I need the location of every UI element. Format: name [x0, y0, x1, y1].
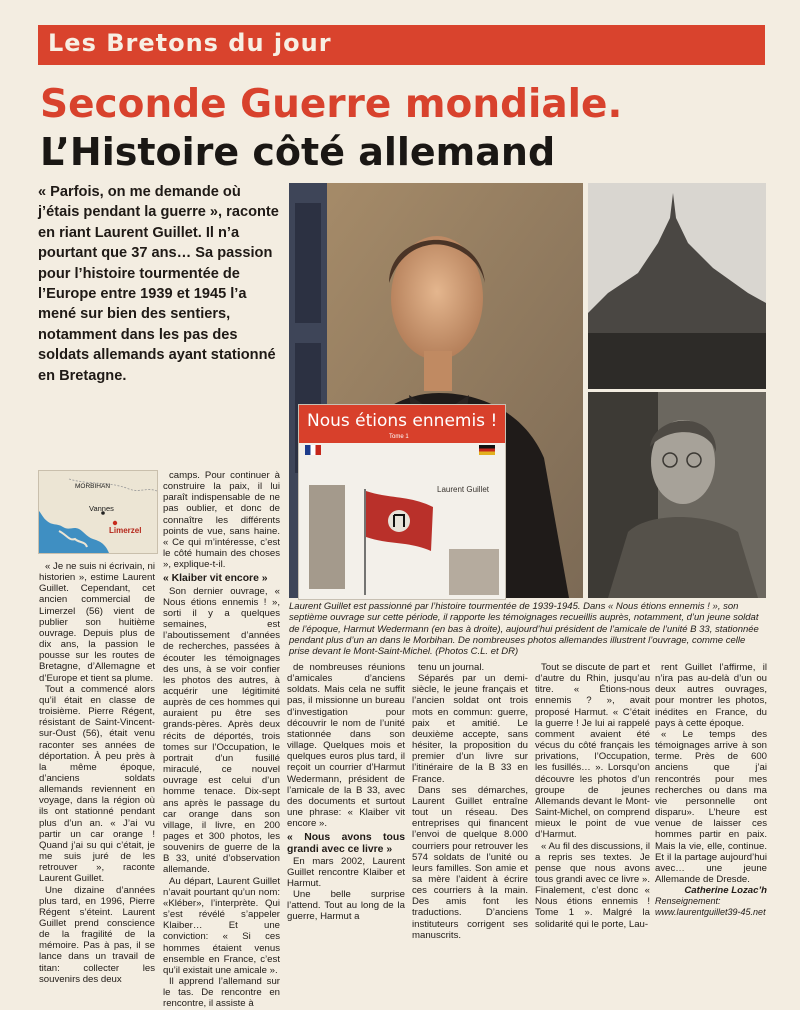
headline-primary: Seconde Guerre mondiale.: [40, 82, 623, 127]
info-link[interactable]: Renseignement: www.laurentguillet39-45.net: [655, 896, 766, 918]
book-cover: [298, 404, 506, 600]
section-label: Les Bretons du jour: [48, 29, 332, 57]
paragraph: « Le temps des témoignages arrive à son terme. Près de 600 anciens que j’ai rencontrés pour mes recherches ou dans ma vie personnelle ont disparu». L’heure est venue de laisser ces hommes partir en paix. Mais la vie, elle, continue. Et il la partage aujourd’hui avec… une jeune Allemande de Dresde.: [655, 728, 767, 885]
book-photo-strip: [309, 485, 345, 589]
paragraph: Séparés par un demi-siècle, le jeune français et l’ancien soldat ont trois mots en commun: guerre, paix et amitié. Le deuxième accepte, sans hésiter, la proposition du premier d’un livre sur l’itinéraire de la B 33 en France.: [412, 673, 528, 785]
paragraph: Il apprend l’allemand sur le tas. De rencontre en rencontre, il assiste à: [163, 976, 280, 1010]
mont-saint-michel-image: [588, 183, 766, 389]
article-column-5: [535, 662, 650, 930]
paragraph: Tout se discute de part et d’autre du Rhin, jusqu’au titre. « Étions-nous ennemis ? », avait proposé Harmut. « C’était la guerre ! Je lui ai rappelé comment avaient été vécus du côté français les privations, l’Occupation, les fusillés… ». Lorsqu’on découvre les photos d’un groupe de jeunes Allemands devant le Mont-Saint-Michel, on comprend mieux le point de vue d’Harmut.: [535, 662, 650, 841]
subheading: « Nous avons tous grandi avec ce livre »: [287, 832, 405, 855]
paragraph: Dans ses démarches, Laurent Guillet entraîne tout un réseau. Des entreprises qui financent l’envoi de quelque 8.000 courriers pour retrouver les 574 soldats de l’unité ou leurs familles. Son amie et sa mère l’aident à écrire ces courriers à la main. Des amis font les traductions. D’anciens instituteurs corrigent ses manuscrits.: [412, 784, 528, 941]
paragraph: « Je ne suis ni écrivain, ni historien », estime Laurent Guillet. Cependant, cet ancien commercial de Limerzel (56) vient de publier son huitième ouvrage. Depuis plus de dix ans, la passion le pousse sur les routes de Bretagne, d’Allemagne et d’Europe et tient sa plume.: [39, 561, 155, 684]
paragraph: Au départ, Laurent Guillet n’avait pourtant qu’un nom: «Kléber», l’interprète. Qui s’est révélé s’appeler Klaiber… Et une conviction: « Si ces hommes étaient venus ensemble en France, c’est qu’il existait une amicale ».: [163, 875, 280, 976]
location-map: [38, 470, 158, 554]
paragraph: « Au fil des discussions, il a repris ses textes. Je pense que nous avons tous grandi avec ce livre ». Finalement, c’est donc « Nous étions ennemis ! Tome 1 ». Malgré la solidarité qui le porte, Lau-: [535, 840, 650, 930]
book-flag-illustration: [359, 489, 499, 595]
photo-caption: Laurent Guillet est passionné par l’histoire tourmentée de 1939-1945. Dans « Nous étions ennemis ! », son septième ouvrage sur cette période, il rapporte les témoignages recueillis auprès, notamment, d’un jeune soldat de l’époque, Harmut Wedermann (en bas à droite), aujourd’hui président de l’amicale de l’unité B 33, stationnée pendant plus d’un an dans le Morbihan. De nombreuses photos allemandes illustrent l’ouvrage, comme celle prise devant le Mont-Saint-Michel. (Photos C.L. et DR): [289, 601, 759, 658]
map-region-label: MORBIHAN: [75, 483, 111, 490]
paragraph: camps. Pour continuer à construire la paix, il lui paraît indispensable de ne pas oublier, et donc de connaître les différents points de vue, sans haine. « Ce qui m’intéresse, c’est le côté humain des choses », explique-t-il.: [163, 470, 280, 571]
soldier-photo: [588, 392, 766, 598]
paragraph: rent Guillet l’affirme, il n’ira pas au-delà d’un ou deux autres ouvrages, pour montrer les photos, inédites en France, du pays à cette époque.: [655, 662, 767, 729]
section-banner: [38, 25, 765, 65]
paragraph: tenu un journal.: [418, 662, 485, 673]
french-flag-icon: [305, 445, 321, 455]
book-author: Laurent Guillet: [437, 485, 490, 494]
german-flag-icon: [479, 445, 495, 455]
paragraph: de nombreuses réunions d’amicales d’anciens soldats. Mais cela ne suffit pas, il missionne un bureau d’investigation pour découvrir le nom de l’unité stationnée dans son village. Quelques mois et quelques euros plus tard, il reçoit un courrier d’Harmut Wedermann, président de l’amicale de la B 33, avec des documents et surtout une phrase: « Klaiber vit encore ».: [287, 662, 405, 830]
paragraph: Son dernier ouvrage, « Nous étions ennemis ! », sorti il y a quelques semaines, est l’aboutissement d’années de recherches, passées à écouter les témoignages des uns, à se voir confier les photos des autres, à acquérir une légitimité auprès de ces hommes qui auraient pu être ses grands-pères. Après deux récits de déportés, trois tomes sur l’Occupation, le portrait d’un fusillé miraculé, ce nouvel ouvrage est celui d’un homme tenace. Dix-sept ans après le passage du car orange dans son village, il livre, en 200 pages et 300 photos, les souvenirs de guerre de la B 33, unité d’observation allemande.: [163, 585, 280, 876]
article-column-2: [163, 470, 280, 1010]
paragraph: Une dizaine d’années plus tard, en 1996, Pierre Régent s’éteint. Laurent Guillet prend conscience de la fragilité de la mémoire. Pas à pas, il se lance dans un travail de titan: collecter les souvenirs des deux: [39, 884, 155, 985]
soldier-image: [588, 392, 766, 598]
mont-saint-michel-photo: [588, 183, 766, 389]
article-column-6: [655, 662, 767, 919]
subheading: « Klaiber vit encore »: [163, 573, 268, 585]
paragraph: Une belle surprise l’attend. Tout au long de la guerre, Harmut a: [287, 889, 405, 923]
article-column-4: [412, 662, 528, 941]
article-column-3: [287, 662, 405, 923]
lede-paragraph: « Parfois, on me demande où j’étais pendant la guerre », raconte en riant Laurent Guillet. Il n’a pourtant que 37 ans… Sa passion pour l’histoire tourmentée de l’Europe entre 1939 et 1945 l’a mené sur bien des sentiers, notamment dans les pas des soldats allemands ayant stationné en Bretagne.: [38, 184, 279, 384]
book-title: Nous étions ennemis !: [307, 411, 498, 431]
map-town-label: Limerzel: [109, 526, 142, 535]
headline-secondary: L’Histoire côté allemand: [40, 130, 556, 174]
map-city-label: Vannes: [89, 504, 114, 513]
paragraph: En mars 2002, Laurent Guillet rencontre Klaiber et Harmut.: [287, 855, 405, 889]
article-column-1: [39, 561, 155, 985]
book-volume: Tome 1: [389, 434, 409, 440]
author-signature: Catherine Lozac’h: [684, 885, 767, 897]
paragraph: Tout a commencé alors qu’il était en classe de troisième. Pierre Régent, résistant de Saint-Vincent-sur-Oust (56), était venu raconter ses années de déportation. À peu près à la même époque, d’anciens soldats allemands reviennent en voyage, dans la région où ils ont stationné pendant plus d’un an. « J’ai vu partir un car orange ! Quand j’ai su qui c’était, je me suis juré de les retrouver », raconte Laurent Guillet.: [39, 683, 155, 885]
